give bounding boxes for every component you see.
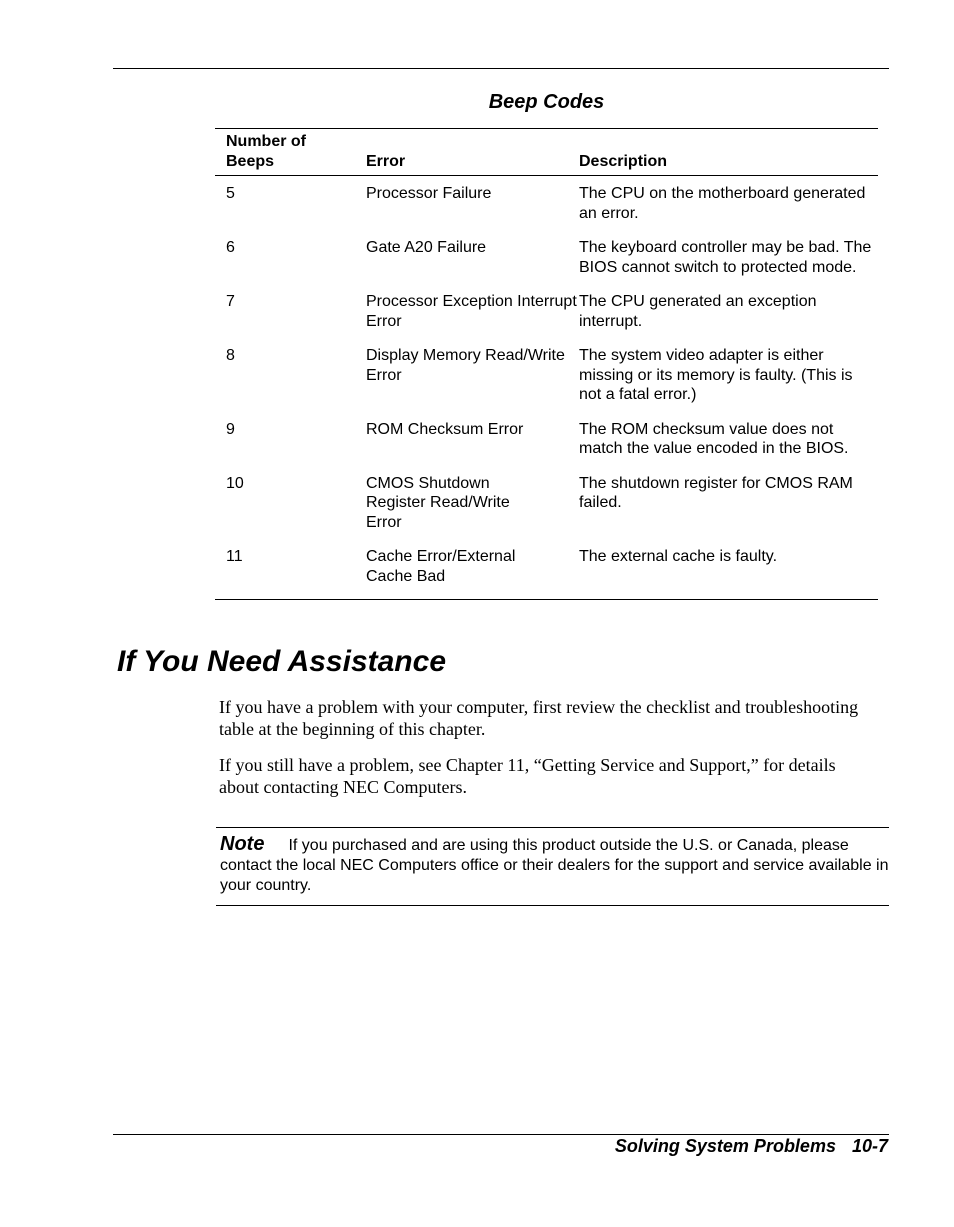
cell-error: CMOS Shutdown Register Read/Write Error <box>366 474 510 531</box>
note-box <box>216 827 889 906</box>
table-row <box>215 547 878 600</box>
body-paragraph: If you have a problem with your computer, first review the checklist and troubleshooting table at the beginning of this chapter. <box>219 697 859 739</box>
table-row <box>215 474 878 548</box>
table-row <box>215 420 878 474</box>
header-description: Description <box>579 152 668 170</box>
table-caption: Beep Codes <box>488 91 605 113</box>
cell-error: Processor Failure <box>366 185 492 202</box>
cell-error: ROM Checksum Error <box>366 420 524 438</box>
cell-beeps: 7 <box>226 293 235 310</box>
cell-description: The CPU on the motherboard generated an error. <box>579 185 866 222</box>
cell-beeps: 11 <box>226 548 243 565</box>
note-text: If you purchased and are using this product outside the U.S. or Canada, please contact the local NEC Computers office or their dealers for the support and service available in your country. <box>220 837 889 894</box>
cell-description: The CPU generated an exception interrupt. <box>579 293 817 330</box>
cell-description: The ROM checksum value does not match the value encoded in the BIOS. <box>579 420 849 457</box>
cell-beeps: 8 <box>226 347 235 364</box>
header-number-of-beeps: Number of Beeps <box>226 133 306 170</box>
cell-beeps: 10 <box>226 474 244 492</box>
cell-beeps: 6 <box>226 239 235 256</box>
cell-beeps: 5 <box>226 185 235 202</box>
cell-error: Display Memory Read/Write Error <box>366 347 565 384</box>
cell-description: The external cache is faulty. <box>579 548 778 565</box>
cell-description: The keyboard controller may be bad. The BIOS cannot switch to protected mode. <box>579 239 872 276</box>
table-row <box>215 238 878 292</box>
table-row <box>215 292 878 346</box>
cell-error: Gate A20 Failure <box>366 239 487 256</box>
cell-description: The system video adapter is either missing or its memory is faulty. (This is not a fatal error.) <box>579 347 853 403</box>
header-error: Error <box>366 152 406 170</box>
cell-error: Processor Exception Interrupt Error <box>366 293 577 330</box>
section-heading: If You Need Assistance <box>117 645 447 678</box>
cell-beeps: 9 <box>226 420 235 438</box>
bottom-rule <box>113 1134 889 1135</box>
footer-page-number: 10-7 <box>851 1136 888 1156</box>
note-label: Note <box>220 833 265 855</box>
cell-error: Cache Error/External Cache Bad <box>366 548 516 585</box>
table-row <box>215 176 878 239</box>
body-paragraph: If you still have a problem, see Chapter 11, “Getting Service and Support,” for details about contacting NEC Computers. <box>219 755 836 797</box>
footer-chapter-title: Solving System Problems <box>614 1136 836 1156</box>
table-header-row <box>215 129 878 176</box>
cell-description: The shutdown register for CMOS RAM failed. <box>579 474 853 511</box>
page-footer <box>615 1136 888 1157</box>
table-row <box>215 346 878 420</box>
top-rule <box>113 68 889 69</box>
beep-codes-table <box>215 128 878 600</box>
